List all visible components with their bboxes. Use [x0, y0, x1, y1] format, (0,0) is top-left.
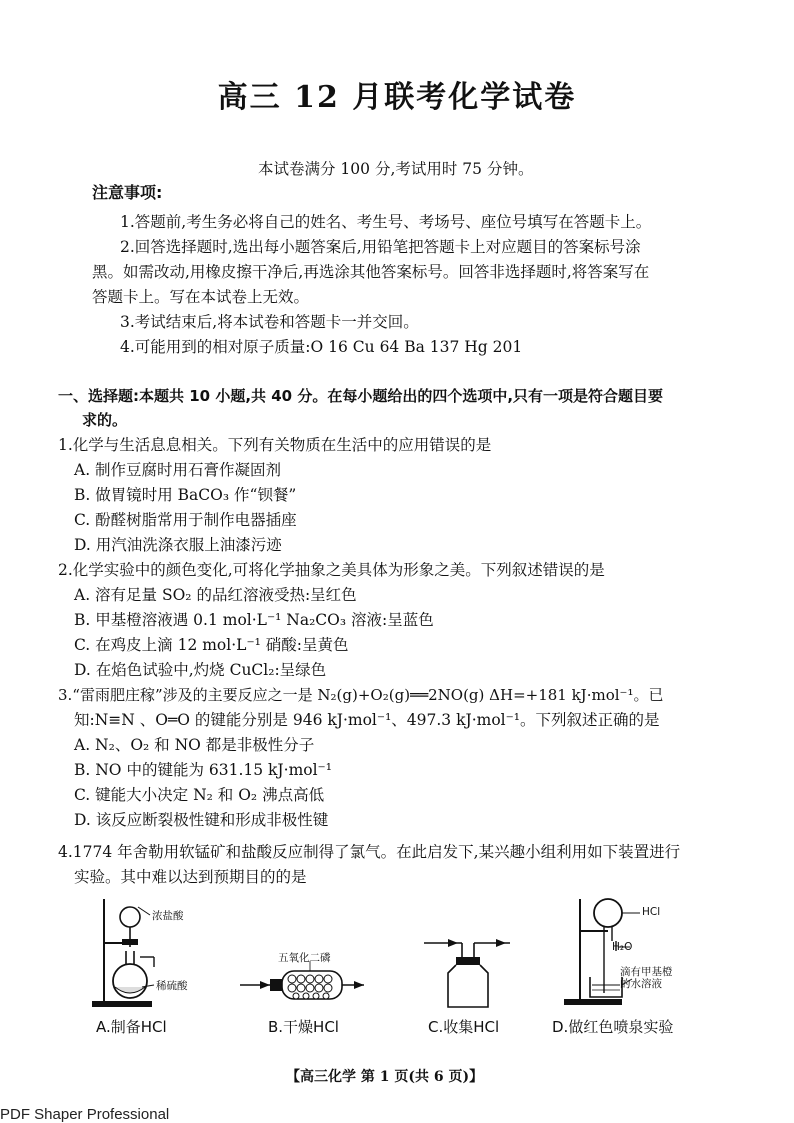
caption-d: D.做红色喷泉实验 — [552, 1018, 674, 1036]
question-stem: 1.化学与生活息息相关。下列有关物质在生活中的应用错误的是 — [58, 436, 492, 454]
option-c: C. 在鸡皮上滴 12 mol·L⁻¹ 硝酸:呈黄色 — [74, 636, 349, 654]
page-title: 高三 12 月联考化学试卷 — [217, 80, 577, 115]
question-stem-cont: 知:N≡N 、O═O 的键能分别是 946 kJ·mol⁻¹、497.3 kJ·mol⁻¹。下列叙述正确的是 — [74, 711, 660, 729]
note-line: 黑。如需改动,用橡皮擦干净后,再选涂其他答案标号。回答非选择题时,将答案写在 — [92, 263, 650, 281]
option-a: A. 溶有足量 SO₂ 的品红溶液受热:呈红色 — [74, 586, 357, 604]
question-stem-cont: 实验。其中难以达到预期目的的是 — [74, 868, 307, 886]
label-d-solution-1: 滴有甲基橙 — [620, 966, 673, 978]
option-a: A. 制作豆腐时用石膏作凝固剂 — [74, 461, 282, 479]
option-c: C. 键能大小决定 N₂ 和 O₂ 沸点高低 — [74, 786, 325, 804]
apparatus-c-diagram — [424, 935, 514, 1010]
question-stem: 3.“雷雨肥庄稼”涉及的主要反应之一是 N₂(g)+O₂(g)══2NO(g) ΔH=+181 kJ·mol⁻¹。已 — [58, 686, 664, 704]
label-d-water: H₂O — [612, 941, 633, 953]
note-line: 4.可能用到的相对原子质量:O 16 Cu 64 Ba 137 Hg 201 — [120, 338, 523, 356]
watermark: PDF Shaper Professional — [0, 1106, 170, 1123]
exam-intro: 本试卷满分 100 分,考试用时 75 分钟。 — [258, 160, 534, 178]
label-d-hcl: HCl — [642, 906, 661, 918]
section-heading-cont: 求的。 — [82, 411, 128, 429]
note-line: 2.回答选择题时,选出每小题答案后,用铅笔把答题卡上对应题目的答案标号涂 — [120, 238, 641, 256]
option-d: D. 用汽油洗涤衣服上油漆污迹 — [74, 536, 282, 554]
apparatus-d-diagram — [560, 897, 680, 1009]
option-c: C. 酚醛树脂常用于制作电器插座 — [74, 511, 297, 529]
option-d: D. 该反应断裂极性键和形成非极性键 — [74, 811, 329, 829]
note-line: 1.答题前,考生务必将自己的姓名、考生号、考场号、座位号填写在答题卡上。 — [120, 213, 652, 231]
note-line: 答题卡上。写在本试卷上无效。 — [92, 288, 310, 306]
notes-heading: 注意事项: — [92, 183, 163, 202]
note-line: 3.考试结束后,将本试卷和答题卡一并交回。 — [120, 313, 419, 331]
question-stem: 2.化学实验中的颜色变化,可将化学抽象之美具体为形象之美。下列叙述错误的是 — [58, 561, 605, 579]
option-a: A. N₂、O₂ 和 NO 都是非极性分子 — [74, 736, 315, 754]
apparatus-a-diagram — [88, 895, 208, 1015]
page-footer: 【高三化学 第 1 页(共 6 页)】 — [286, 1069, 484, 1085]
option-b: B. NO 中的键能为 631.15 kJ·mol⁻¹ — [74, 761, 332, 779]
label-p2o5: 五氧化二磷 — [278, 952, 331, 964]
caption-b: B.干燥HCl — [268, 1018, 339, 1036]
caption-c: C.收集HCl — [428, 1018, 500, 1036]
label-conc-hcl: 浓盐酸 — [152, 910, 184, 922]
option-b: B. 甲基橙溶液遇 0.1 mol·L⁻¹ Na₂CO₃ 溶液:呈蓝色 — [74, 611, 434, 629]
question-stem: 4.1774 年舍勒用软锰矿和盐酸反应制得了氯气。在此启发下,某兴趣小组利用如下装置进行 — [58, 843, 681, 861]
label-dilute-h2so4: 稀硫酸 — [156, 980, 188, 992]
caption-a: A.制备HCl — [96, 1018, 167, 1036]
label-d-solution-2: 的水溶液 — [620, 978, 662, 990]
option-d: D. 在焰色试验中,灼烧 CuCl₂:呈绿色 — [74, 661, 327, 679]
section-heading: 一、选择题:本题共 10 小题,共 40 分。在每小题给出的四个选项中,只有一项是符合题目要 — [58, 387, 664, 405]
option-b: B. 做胃镜时用 BaCO₃ 作“钡餐” — [74, 486, 297, 504]
